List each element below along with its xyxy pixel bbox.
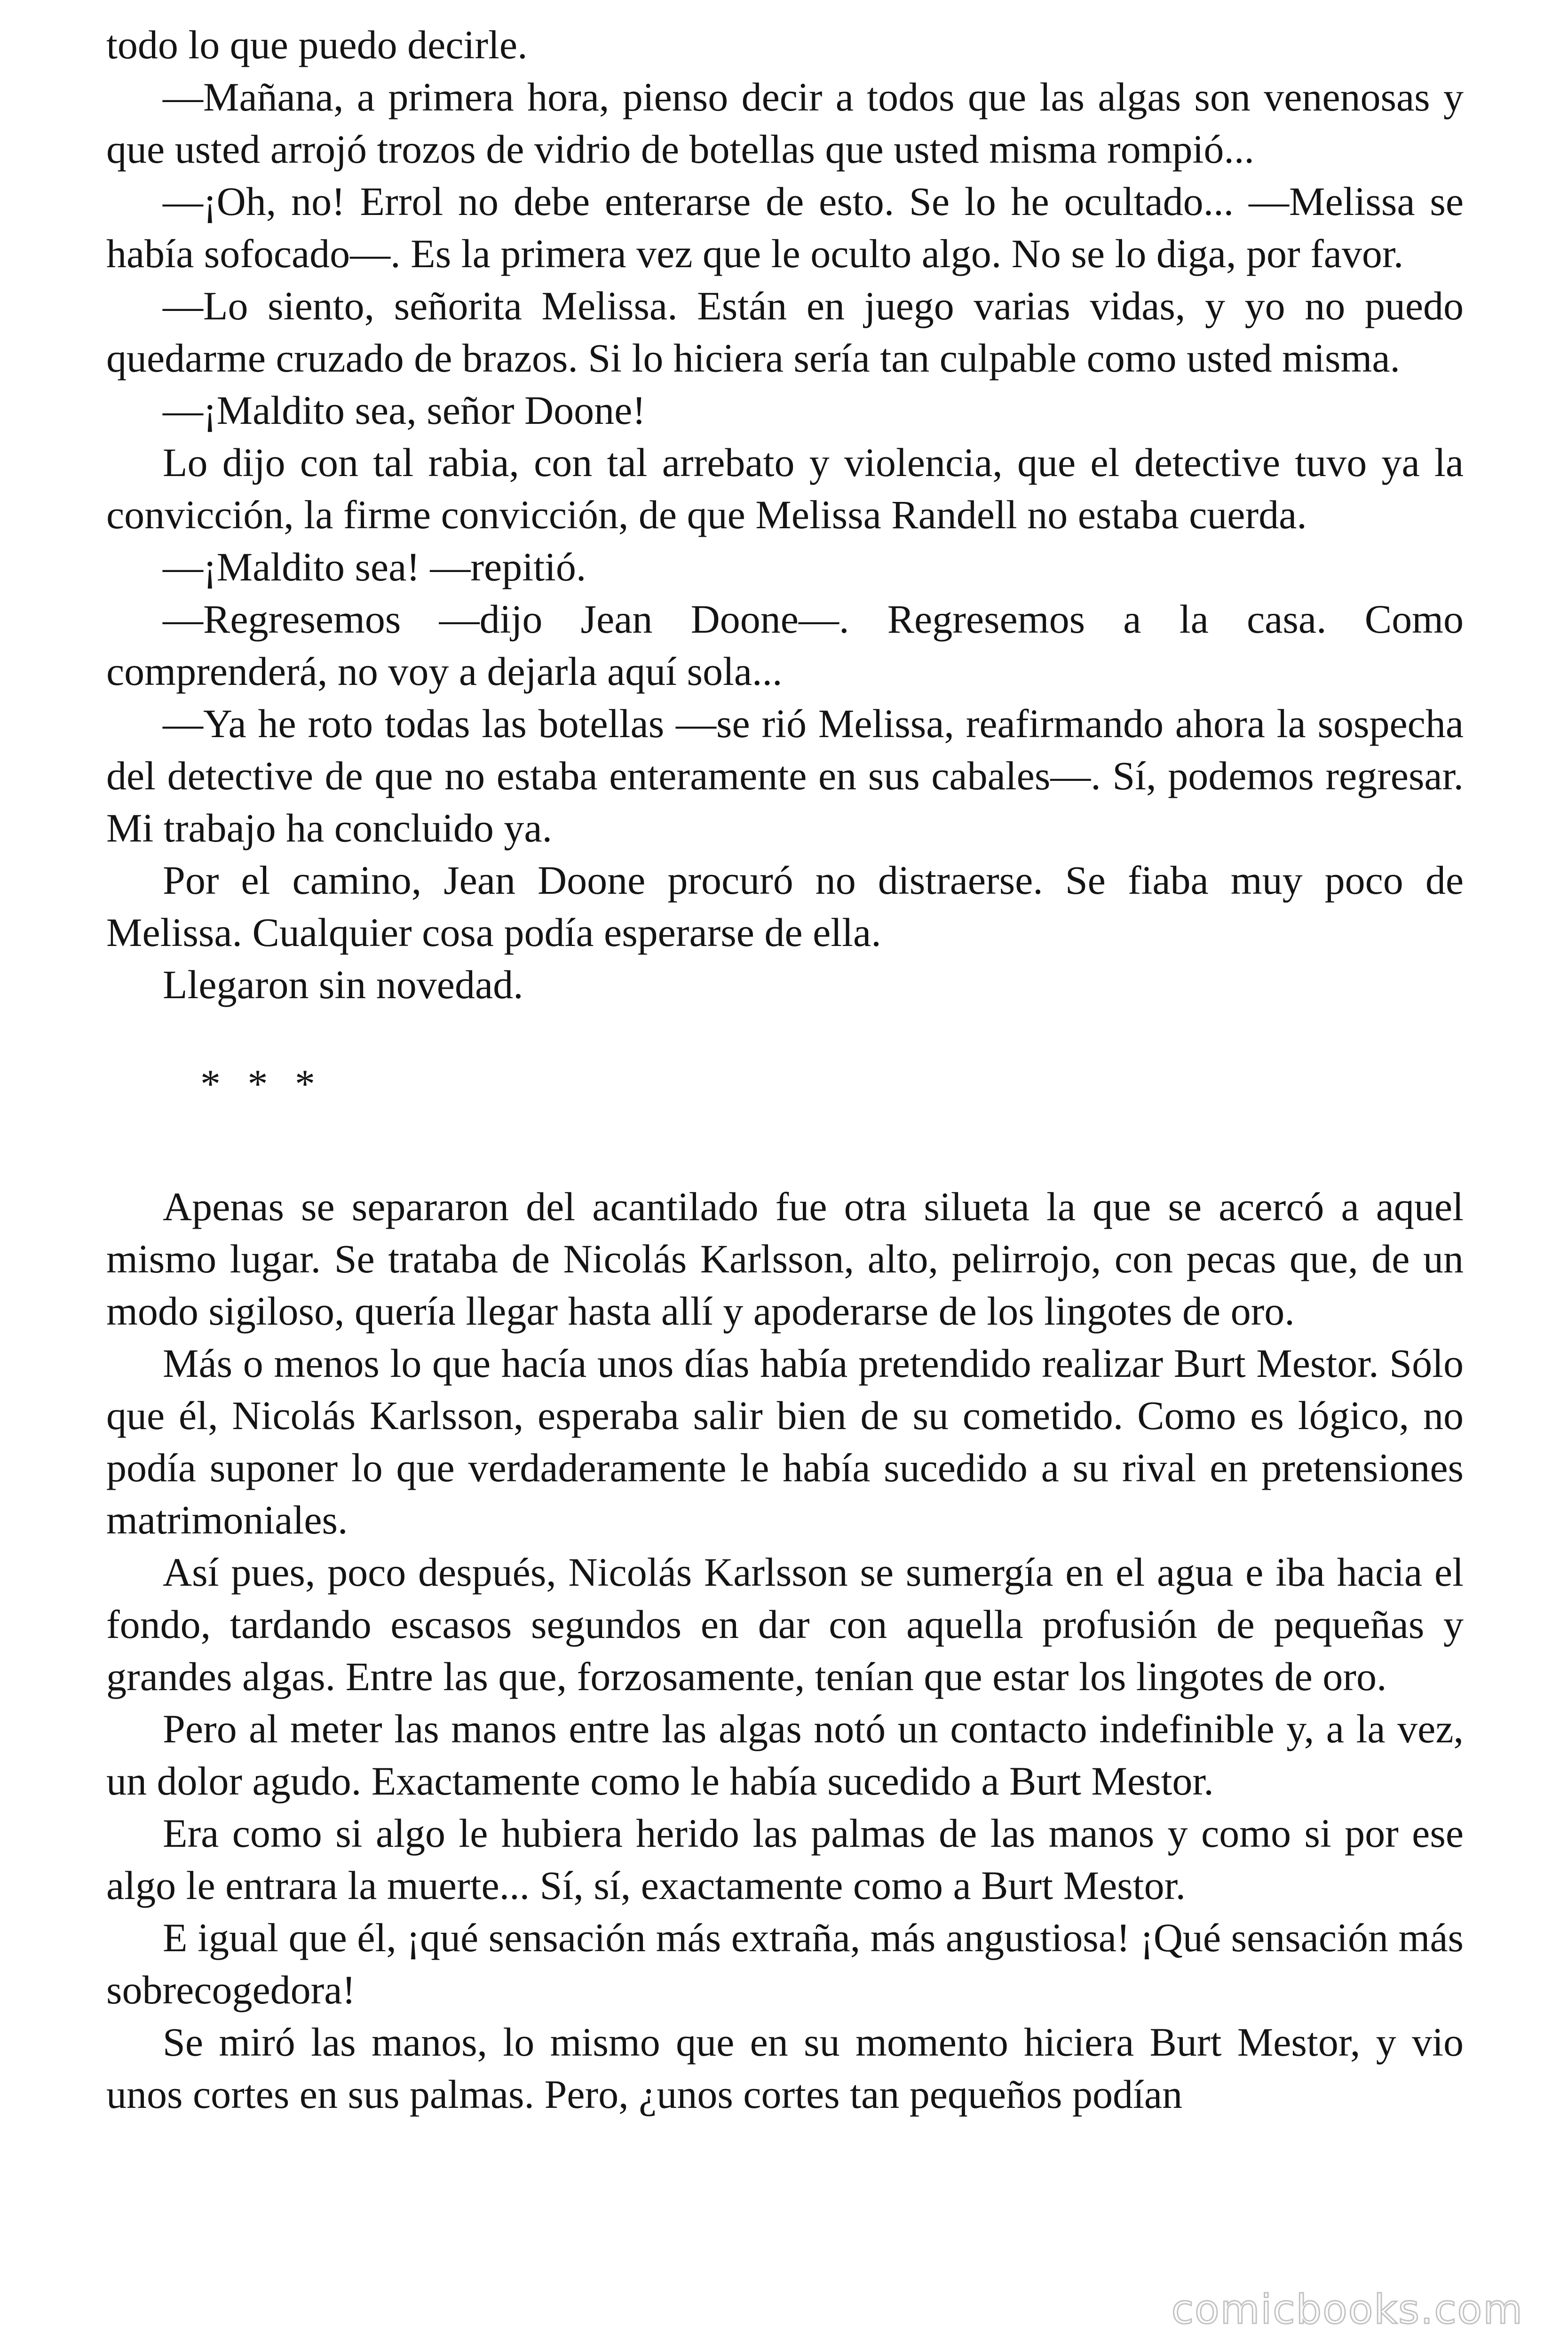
paragraph: Era como si algo le hubiera herido las palmas de las manos y como si por ese algo le entrara la muerte... Sí, sí, exactamente como a Burt Mestor. xyxy=(106,1811,1464,1908)
paragraph: Por el camino, Jean Doone procuró no distraerse. Se fiaba muy poco de Melissa. Cualquier cosa podía esperarse de ella. xyxy=(106,858,1464,955)
section-separator: * * * xyxy=(200,1061,324,1106)
paragraph: E igual que él, ¡qué sensación más extraña, más angustiosa! ¡Qué sensación más sobrecogedora! xyxy=(106,1915,1464,2012)
paragraph: Pero al meter las manos entre las algas notó un contacto indefinible y, a la vez, un dolor agudo. Exactamente como le había sucedido a Burt Mestor. xyxy=(106,1706,1464,1804)
paragraph: Se miró las manos, lo mismo que en su momento hiciera Burt Mestor, y vio unos cortes en sus palmas. Pero, ¿unos cortes tan pequeños podían xyxy=(106,2019,1464,2117)
paragraph: —Lo siento, señorita Melissa. Están en juego varias vidas, y yo no puedo quedarme cruzado de brazos. Si lo hiciera sería tan culpable como usted misma. xyxy=(106,283,1464,381)
paragraph: Más o menos lo que hacía unos días había pretendido realizar Burt Mestor. Sólo que él, Nicolás Karlsson, esperaba salir bien de su cometido. Como es lógico, no podía suponer lo que verdaderamente le había sucedido a su rival en pretensiones matrimoniales. xyxy=(106,1341,1464,1542)
paragraph: —Mañana, a primera hora, pienso decir a todos que las algas son venenosas y que usted arrojó trozos de vidrio de botellas que usted misma rompió... xyxy=(106,74,1464,172)
paragraph: —¡Maldito sea! —repitió. xyxy=(163,544,586,589)
paragraph-continuation: todo lo que puedo decirle. xyxy=(106,22,528,67)
paragraph: —¡Maldito sea, señor Doone! xyxy=(163,388,646,433)
paragraph: Apenas se separaron del acantilado fue otra silueta la que se acercó a aquel mismo lugar. Se trataba de Nicolás Karlsson, alto, pelirrojo, con pecas que, de un modo sigiloso, quería llegar hasta allí y apoderarse de los lingotes de oro. xyxy=(106,1184,1464,1334)
watermark-logo: comicbooks.com xyxy=(1171,2286,1523,2333)
page-body xyxy=(106,19,1464,2121)
paragraph: Lo dijo con tal rabia, con tal arrebato y violencia, que el detective tuvo ya la convicción, la firme convicción, de que Melissa Randell no estaba cuerda. xyxy=(106,440,1464,537)
paragraph: Así pues, poco después, Nicolás Karlsson se sumergía en el agua e iba hacia el fondo, tardando escasos segundos en dar con aquella profusión de pequeñas y grandes algas. Entre las que, forzosamente, tenían que estar los lingotes de oro. xyxy=(106,1549,1464,1699)
paragraph: —¡Oh, no! Errol no debe enterarse de esto. Se lo he ocultado... —Melissa se había sofocado—. Es la primera vez que le oculto algo. No se lo diga, por favor. xyxy=(106,179,1464,276)
paragraph: —Regresemos —dijo Jean Doone—. Regresemos a la casa. Como comprenderá, no voy a dejarla aquí sola... xyxy=(106,596,1464,694)
paragraph: Llegaron sin novedad. xyxy=(163,962,523,1007)
paragraph: —Ya he roto todas las botellas —se rió Melissa, reafirmando ahora la sospecha del detective de que no estaba enteramente en sus cabales—. Sí, podemos regresar. Mi trabajo ha concluido ya. xyxy=(106,701,1464,850)
